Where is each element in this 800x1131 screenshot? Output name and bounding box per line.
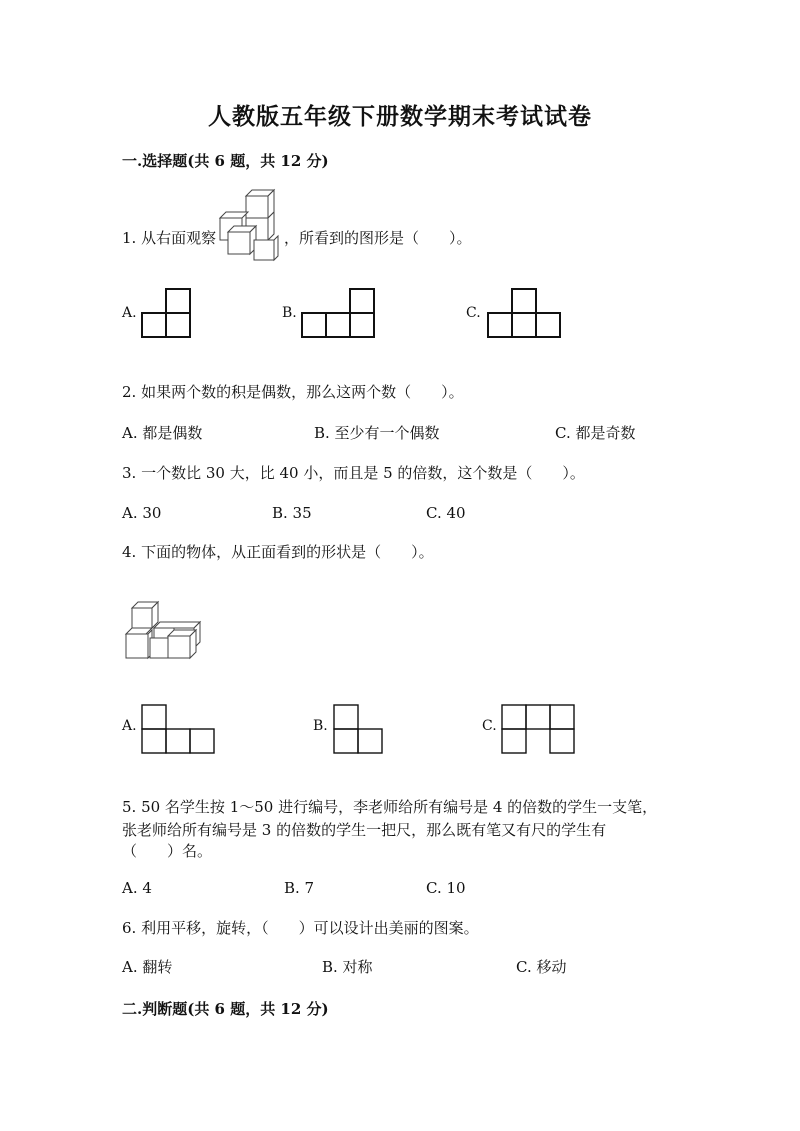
question-5-stem-line-2: 张老师给所有编号是 3 的倍数的学生一把尺，那么既有笔又有尺的学生有 <box>122 821 607 839</box>
question-1-option-b-label[interactable]: B. <box>282 305 297 321</box>
question-1-cube-figure <box>218 188 282 268</box>
page-title: 人教版五年级下册数学期末考试试卷 <box>208 103 592 130</box>
question-4-option-c-figure <box>500 704 576 754</box>
question-6-option-a[interactable]: A. 翻转 <box>122 958 173 976</box>
question-6-stem: 6. 利用平移，旋转，（ ）可以设计出美丽的图案。 <box>122 919 479 937</box>
question-1-stem-end: ，所看到的图形是（ ）。 <box>284 229 472 247</box>
question-5-stem-line-1: 5. 50 名学生按 1～50 进行编号，李老师给所有编号是 4 的倍数的学生一支笔， <box>122 798 658 816</box>
question-2-option-b[interactable]: B. 至少有一个偶数 <box>314 424 440 442</box>
question-4-stem: 4. 下面的物体，从正面看到的形状是（ ）。 <box>122 543 434 561</box>
question-3-stem: 3. 一个数比 30 大，比 40 小，而且是 5 的倍数，这个数是（ ）。 <box>122 464 585 482</box>
question-1-stem-start: 1. 从右面观察 <box>122 229 217 247</box>
question-6-option-b[interactable]: B. 对称 <box>322 958 373 976</box>
question-3-option-a[interactable]: A. 30 <box>122 504 162 522</box>
question-5-option-b[interactable]: B. 7 <box>284 879 315 897</box>
question-3-option-b[interactable]: B. 35 <box>272 504 312 522</box>
question-2-option-a[interactable]: A. 都是偶数 <box>122 424 203 442</box>
question-4-option-a-label[interactable]: A. <box>122 718 137 734</box>
section-heading-choice: 一.选择题(共 6 题，共 12 分) <box>122 152 329 170</box>
question-6-option-c[interactable]: C. 移动 <box>516 958 567 976</box>
section-heading-judgement: 二.判断题(共 6 题，共 12 分) <box>122 1000 329 1018</box>
question-2-option-c[interactable]: C. 都是奇数 <box>555 424 636 442</box>
question-1-option-a-figure <box>140 288 192 340</box>
question-4-cube-figure <box>124 600 208 662</box>
question-1-option-c-figure <box>486 288 564 340</box>
question-5-stem-line-3: （ ）名。 <box>122 842 213 860</box>
question-4-option-c-label[interactable]: C. <box>482 718 497 734</box>
question-4-option-b-label[interactable]: B. <box>313 718 328 734</box>
question-1-option-a-label[interactable]: A. <box>122 305 137 321</box>
question-3-option-c[interactable]: C. 40 <box>426 504 466 522</box>
question-4-option-b-figure <box>332 704 384 754</box>
question-5-option-c[interactable]: C. 10 <box>426 879 466 897</box>
question-2-stem: 2. 如果两个数的积是偶数，那么这两个数（ ）。 <box>122 383 464 401</box>
question-5-option-a[interactable]: A. 4 <box>122 879 152 897</box>
question-1-option-b-figure <box>300 288 378 340</box>
question-4-option-a-figure <box>140 704 216 754</box>
question-1-option-c-label[interactable]: C. <box>466 305 481 321</box>
